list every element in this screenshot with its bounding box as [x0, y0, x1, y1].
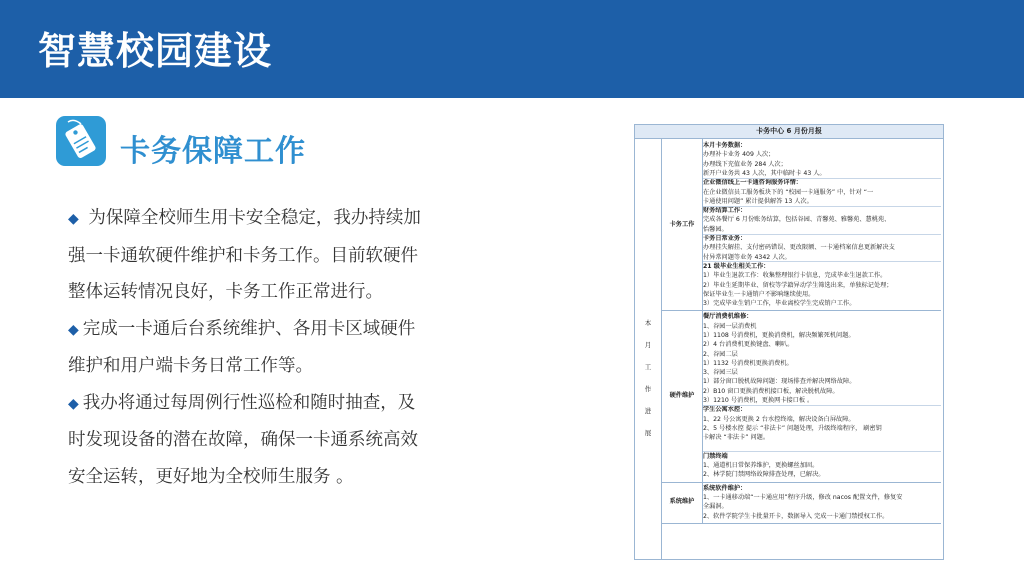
report-title: 卡务中心 6 月份月报 — [635, 125, 943, 139]
report-line: 1、通道机日常保养维护，更换螺丝加固。 — [703, 462, 819, 470]
body-text — [68, 200, 468, 495]
report-line: 1）1132 号消费机更换消费机。 — [703, 359, 793, 367]
report-line: 21 级毕业生相关工作： — [703, 262, 770, 270]
month-label-column — [635, 139, 662, 559]
report-line: 2、林学院门禁网络故障排查处理，已解决。 — [703, 471, 825, 479]
paragraph-line: 为保障全校师生用卡安全稳定，我办持续加 — [82, 208, 421, 228]
report-line: 卡务日常业务： — [703, 235, 747, 242]
header-bar — [0, 0, 1024, 98]
report-line: 1、谷园一层消费机 — [703, 322, 757, 330]
report-line: 2、5 号楼水控 提示 “非法卡” 问题处理，升级终端程序， 刷密钥 — [703, 424, 882, 432]
report-line: 办理挂失解挂、支付密码错误、更改限额、一卡通档案信息更新解决支 — [703, 244, 895, 252]
report-row-divider — [703, 405, 941, 406]
page-title: 智慧校园建设 — [38, 29, 273, 73]
report-category-cell — [662, 139, 703, 311]
report-line: 2、软件学院学生卡批量开卡，数据导入 完成一卡通门禁授权工作。 — [703, 512, 889, 520]
report-line: 新开户业务共 43 人次，其中临时卡 43 人。 — [703, 169, 826, 177]
report-line: 卡解决 “非法卡” 问题。 — [703, 434, 770, 442]
report-row-divider — [703, 451, 941, 452]
report-row-divider — [703, 261, 941, 262]
diamond-bullet-icon: ◆ — [68, 395, 79, 412]
report-content-cell — [703, 482, 941, 524]
section-title: 卡务保障工作 — [120, 134, 306, 169]
report-category-label: 系统维护 — [669, 498, 695, 506]
month-label-char: 工 — [644, 363, 652, 371]
report-line: 付异常问题等业务 4342 人次。 — [703, 253, 791, 261]
report-line: 2）4 台消费机更换键盘、喇叭。 — [703, 341, 794, 349]
report-category-cell — [662, 482, 703, 524]
report-line: 1、22 号公寓更换 2 台水控终端，解决设备白屏故障。 — [703, 415, 855, 423]
paragraph-line: 我办将通过每周例行性巡检和随时抽查，及 — [82, 392, 416, 413]
report-line: 门禁终端 — [703, 452, 728, 460]
report-line: 3）完成毕业生销户工作，毕业离校学生完成销户工作。 — [703, 300, 856, 308]
report-line: 2）毕业生延期毕业、留校等学籍异动学生筛选出来，单独标记处理； — [703, 281, 893, 289]
report-line: 办理补卡业务 409 人次； — [703, 151, 775, 159]
report-line: 3、谷园三层 — [703, 369, 738, 377]
report-line: 全漏洞。 — [703, 503, 728, 511]
paragraph-line: 整体运转情况良好，卡务工作正常进行。 — [68, 282, 383, 302]
report-row-divider — [703, 178, 941, 179]
report-line: 怡馨园。 — [703, 225, 728, 233]
report-row-divider — [703, 234, 941, 235]
report-line: 完成各餐厅 6 月份账务结算，包括谷园、青馨苑、雅馨苑、慧桃苑、 — [703, 216, 891, 224]
diamond-bullet-icon: ◆ — [68, 211, 79, 227]
report-row-divider — [703, 206, 941, 207]
report-line: 企业微信线上一卡通咨询服务详情： — [703, 179, 802, 187]
report-category-cell — [662, 310, 703, 482]
report-content-cell — [703, 139, 941, 311]
report-category-label: 硬件维护 — [669, 392, 695, 400]
report-line: 1）1108 号消费机，更换消费机，解决频繁死机问题。 — [703, 331, 855, 339]
paragraph-line: 时发现设备的潜在故障，确保一卡通系统高效 — [68, 430, 418, 450]
report-line: 2）B10 窗口更换消费机接口板，解决脱机故障。 — [703, 387, 839, 395]
report-line: 1）部分窗口脱机故障问题：现场排查并解决网络故障。 — [703, 378, 856, 386]
report-line: 1、一卡通移动端“一卡通应用”程序升级，修改 nacos 配置文件，修复安 — [703, 494, 903, 502]
card-tag-icon — [56, 116, 106, 166]
report-line: 系统软件维护： — [703, 484, 747, 492]
report-category-label: 卡务工作 — [669, 220, 695, 228]
report-line: 保证毕业生一卡通销户不影响继续使用。 — [703, 290, 815, 298]
report-line: 1）毕业生退款工作：收集整理银行卡信息，完成毕业生退款工作。 — [703, 272, 887, 280]
paragraph-line: 安全运转，更好地为全校师生服务 。 — [68, 466, 354, 487]
report-line: 2、谷园二层 — [703, 350, 738, 358]
paragraph-line: 完成一卡通后台系统维护、各用卡区域硬件 — [82, 318, 416, 339]
paragraph-line: 维护和用户端卡务日常工作等。 — [68, 356, 313, 376]
month-label-char: 本 — [644, 319, 652, 327]
report-content-cell — [703, 310, 941, 482]
month-label-char: 展 — [644, 429, 652, 437]
month-label-char: 进 — [644, 407, 652, 415]
report-line: 财务结算工作： — [703, 207, 747, 215]
paragraph — [68, 200, 468, 311]
month-label-char: 作 — [644, 385, 652, 393]
paragraph — [68, 385, 468, 496]
paragraph-line: 强一卡通软硬件维护和卡务工作。目前软硬件 — [68, 245, 418, 266]
report-line: 办理线下充值业务 284 人次； — [703, 160, 787, 168]
report-line: 本月卡务数据： — [703, 142, 747, 149]
report-line: 卡通使用问题” 累计提供解答 13 人次。 — [703, 197, 813, 205]
paragraph — [68, 311, 468, 385]
report-line: 餐厅消费机维修： — [703, 313, 753, 321]
month-label-char: 月 — [644, 341, 652, 349]
report-line: 3）1210 号消费机，更换网卡接口板 。 — [703, 397, 814, 405]
diamond-bullet-icon: ◆ — [68, 321, 79, 338]
report-line: 学生公寓水控： — [703, 406, 747, 414]
monthly-report-table — [634, 124, 944, 560]
report-line: 在企业微信员工服务板块下的 “校园一卡通服务” 中，针对 “一 — [703, 188, 874, 196]
